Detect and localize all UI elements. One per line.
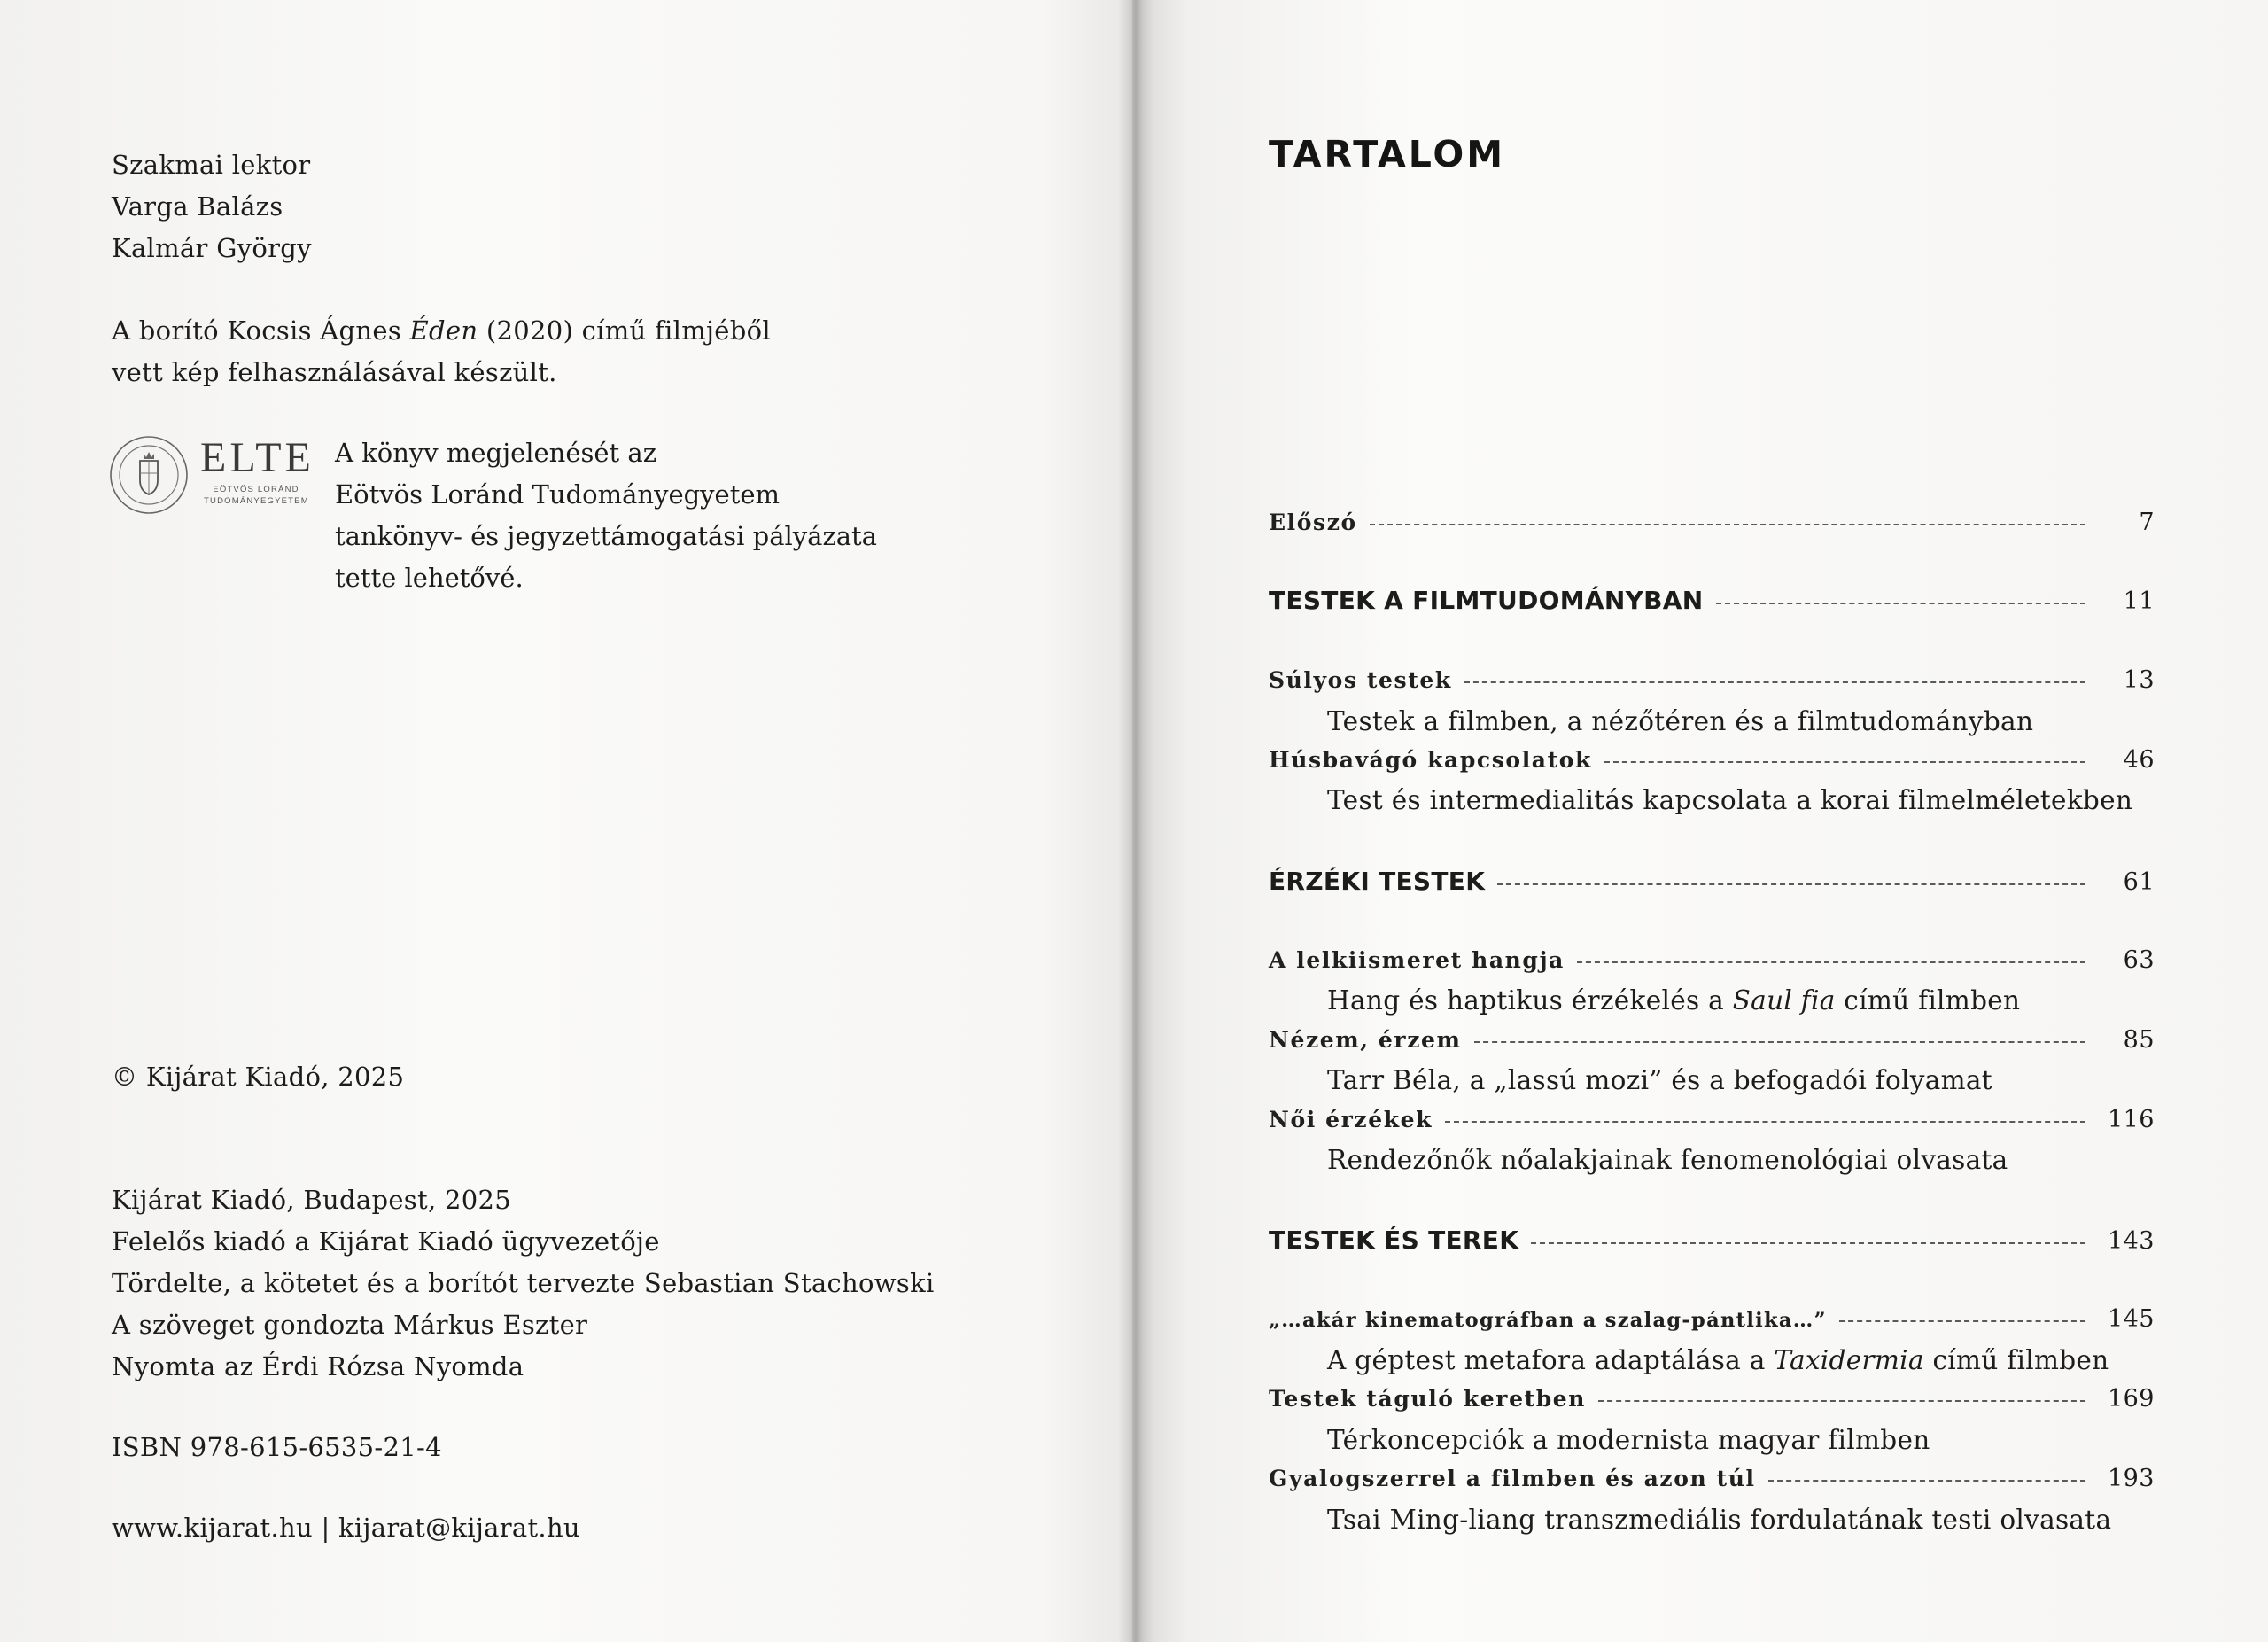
toc-leader [1474, 1041, 2085, 1043]
toc-page-number: 143 [2107, 1227, 2155, 1255]
toc-subtitle-film-title: Taxidermia [1774, 1345, 1924, 1375]
page-title: TARTALOM [1269, 133, 1506, 175]
toc-entry-label: A lelkiismeret hangja [1269, 947, 1565, 973]
imprint-line: Nyomta az Érdi Rózsa Nyomda [112, 1351, 524, 1381]
toc-entry-label: Húsbavágó kapcsolatok [1269, 747, 1592, 773]
toc-subtitle: Test és intermedialitás kapcsolata a korai filmelméletekben [1327, 785, 2133, 815]
reviewer-name: Varga Balázs [112, 191, 284, 222]
toc-entry-label: Gyalogszerrel a filmben és azon túl [1269, 1466, 1756, 1491]
imprint-line: Kijárat Kiadó, Budapest, 2025 [112, 1185, 511, 1215]
toc-subtitle [1327, 1345, 2109, 1375]
contact-block [112, 1507, 580, 1549]
isbn-line: ISBN 978-615-6535-21-4 [112, 1432, 442, 1462]
toc-page-number: 85 [2123, 1026, 2155, 1054]
toc-part-1[interactable] [1269, 586, 2155, 626]
cover-credit-text: A borító Kocsis Ágnes [112, 315, 410, 346]
elte-wordmark: ELTE [200, 434, 315, 481]
toc-part-2[interactable] [1269, 867, 2155, 907]
toc-leader [1716, 603, 2085, 604]
toc-subtitle: Tarr Béla, a „lassú mozi” és a befogadói folyamat [1327, 1065, 1992, 1095]
toc-entry-ch5[interactable] [1269, 1106, 2155, 1147]
elte-subline-2: TUDOMÁNYEGYETEM [204, 496, 309, 506]
toc-leader [1464, 681, 2085, 683]
cover-credit-text: (2020) című filmjéből [478, 315, 771, 346]
book-gutter [1118, 0, 1153, 1642]
toc-page-number: 13 [2123, 666, 2155, 694]
toc-subtitle: Testek a filmben, a nézőtéren és a filmtudományban [1327, 706, 2034, 736]
elte-logo [108, 434, 315, 519]
toc-leader [1768, 1480, 2085, 1482]
toc-entry-ch2[interactable] [1269, 746, 2155, 787]
toc-entry-ch7[interactable] [1269, 1385, 2155, 1426]
toc-entry-label: Női érzékek [1269, 1107, 1433, 1132]
toc-part-label: TESTEK ÉS TEREK [1269, 1226, 1519, 1255]
imprint-line: Felelős kiadó a Kijárat Kiadó ügyvezetője [112, 1226, 660, 1257]
toc-subtitle: Tsai Ming-liang transzmediális fordulatának testi olvasata [1327, 1505, 2112, 1535]
toc-part-3[interactable] [1269, 1226, 2155, 1266]
toc-subtitle [1327, 985, 2020, 1016]
toc-leader [1839, 1320, 2085, 1322]
reviewers-heading: Szakmai lektor [112, 150, 311, 180]
toc-page-number: 46 [2123, 746, 2155, 774]
toc-subtitle: Térkoncepciók a modernista magyar filmben [1327, 1425, 1930, 1455]
imprint-line: Tördelte, a kötetet és a borítót tervezte Sebastian Stachowski [112, 1268, 935, 1298]
toc-page-number: 116 [2107, 1106, 2155, 1133]
toc-leader [1445, 1121, 2085, 1123]
reviewers-block [112, 144, 312, 269]
toc-entry-ch1[interactable] [1269, 666, 2155, 707]
elte-seal-icon [108, 434, 190, 516]
toc-leader [1531, 1242, 2085, 1244]
toc-subtitle: Rendezőnők nőalakjainak fenomenológiai olvasata [1327, 1145, 2008, 1175]
toc-entry-foreword[interactable] [1269, 509, 2155, 549]
copyright-line: © Kijárat Kiadó, 2025 [112, 1062, 405, 1092]
copyright-block [112, 1056, 404, 1098]
toc-part-label: TESTEK A FILMTUDOMÁNYBAN [1269, 586, 1704, 615]
support-line: tette lehetővé. [335, 563, 524, 593]
toc-subtitle-text: Hang és haptikus érzékelés a [1327, 985, 1733, 1016]
toc-entry-label: Súlyos testek [1269, 667, 1452, 693]
toc-entry-ch4[interactable] [1269, 1026, 2155, 1067]
toc-leader [1370, 524, 2085, 525]
toc-subtitle-text: című filmben [1835, 985, 2021, 1016]
imprint-block [112, 1179, 935, 1388]
toc-entry-ch6[interactable] [1269, 1305, 2155, 1346]
toc-page-number: 63 [2123, 946, 2155, 974]
toc-page-number: 11 [2123, 588, 2155, 615]
toc-page-number: 61 [2123, 868, 2155, 896]
toc-leader [1497, 883, 2085, 885]
support-line: tankönyv- és jegyzettámogatási pályázata [335, 521, 877, 551]
toc-subtitle-text: című filmben [1923, 1345, 2109, 1375]
elte-subline-1: EÖTVÖS LORÁND [213, 485, 299, 494]
toc-page-number: 169 [2107, 1385, 2155, 1412]
cover-film-title: Éden [409, 315, 478, 346]
toc-part-label: ÉRZÉKI TESTEK [1269, 867, 1486, 896]
toc-page-number: 145 [2107, 1305, 2155, 1333]
toc-subtitle-film-title: Saul fia [1732, 985, 1836, 1016]
toc-entry-ch3[interactable] [1269, 946, 2155, 987]
toc-leader [1577, 961, 2085, 963]
support-line: A könyv megjelenését az [335, 438, 656, 468]
cover-credit [112, 310, 771, 393]
toc-page-number: 193 [2107, 1465, 2155, 1492]
toc-entry-ch8[interactable] [1269, 1465, 2155, 1506]
cover-credit-text: vett kép felhasználásával készült. [112, 357, 557, 387]
imprint-line: A szöveget gondozta Márkus Eszter [112, 1310, 588, 1340]
toc-entry-label: Nézem, érzem [1269, 1027, 1462, 1053]
toc-entry-label: Testek táguló keretben [1269, 1386, 1587, 1412]
toc-entry-label: Előszó [1269, 510, 1357, 535]
support-line: Eötvös Loránd Tudományegyetem [335, 479, 781, 510]
toc-page-number: 7 [2139, 509, 2155, 536]
toc-subtitle-text: A géptest metafora adaptálása a [1327, 1345, 1775, 1375]
toc-leader [1598, 1400, 2085, 1402]
support-note [335, 432, 877, 599]
toc-entry-label: „…akár kinematográfban a szalag-pántlika…” [1269, 1309, 1827, 1332]
isbn-block [112, 1427, 442, 1468]
elte-subline [204, 484, 308, 507]
reviewer-name: Kalmár György [112, 233, 312, 263]
toc-leader [1604, 761, 2085, 763]
contact-line: www.kijarat.hu | kijarat@kijarat.hu [112, 1513, 580, 1543]
